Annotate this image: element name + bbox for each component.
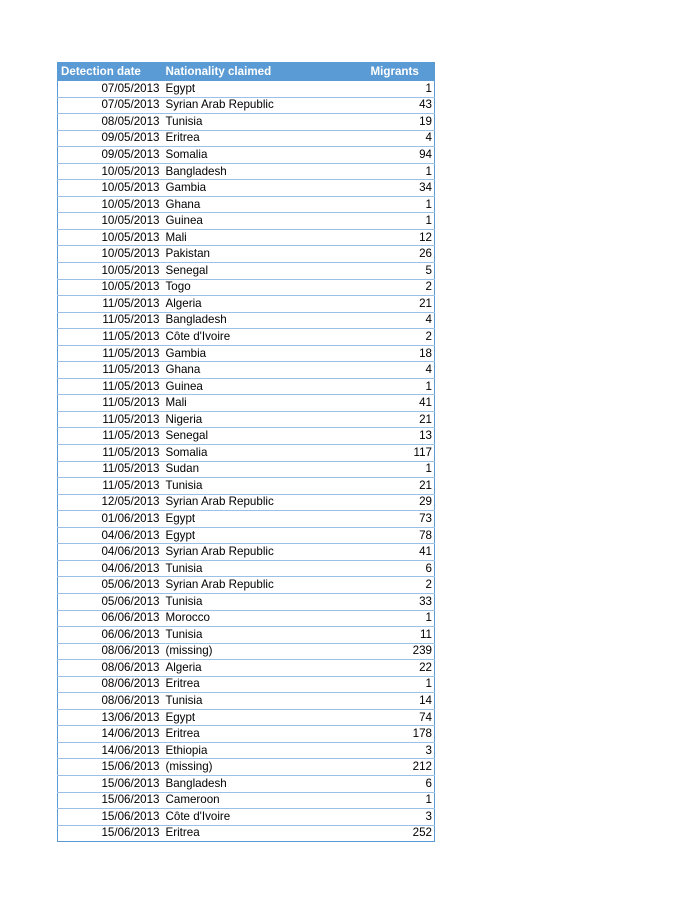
cell-migrants[interactable]: 13 xyxy=(363,428,435,445)
table-row xyxy=(58,560,435,577)
table-row xyxy=(58,660,435,677)
cell-detection-date[interactable]: 05/06/2013 xyxy=(58,577,163,594)
cell-nationality-claimed[interactable]: Egypt xyxy=(163,527,363,544)
cell-nationality-claimed[interactable]: Ghana xyxy=(163,196,363,213)
cell-detection-date[interactable]: 11/05/2013 xyxy=(58,411,163,428)
table-row xyxy=(58,213,435,230)
cell-detection-date[interactable]: 11/05/2013 xyxy=(58,445,163,462)
table-row xyxy=(58,97,435,114)
cell-nationality-claimed[interactable]: Egypt xyxy=(163,81,363,98)
cell-migrants[interactable]: 1 xyxy=(363,213,435,230)
cell-migrants[interactable]: 41 xyxy=(363,544,435,561)
cell-detection-date[interactable]: 04/06/2013 xyxy=(58,544,163,561)
table-row xyxy=(58,445,435,462)
table-row xyxy=(58,263,435,280)
cell-detection-date[interactable]: 10/05/2013 xyxy=(58,279,163,296)
cell-nationality-claimed[interactable]: Morocco xyxy=(163,610,363,627)
cell-nationality-claimed[interactable]: Tunisia xyxy=(163,478,363,495)
cell-migrants[interactable]: 22 xyxy=(363,660,435,677)
cell-nationality-claimed[interactable]: Eritrea xyxy=(163,130,363,147)
cell-detection-date[interactable]: 08/06/2013 xyxy=(58,660,163,677)
table-row xyxy=(58,180,435,197)
table-header xyxy=(58,63,435,81)
cell-migrants[interactable]: 18 xyxy=(363,345,435,362)
cell-detection-date[interactable]: 01/06/2013 xyxy=(58,511,163,528)
cell-detection-date[interactable]: 11/05/2013 xyxy=(58,378,163,395)
cell-nationality-claimed[interactable]: Senegal xyxy=(163,263,363,280)
cell-detection-date[interactable]: 11/05/2013 xyxy=(58,461,163,478)
cell-detection-date[interactable]: 08/06/2013 xyxy=(58,693,163,710)
cell-detection-date[interactable]: 10/05/2013 xyxy=(58,180,163,197)
cell-detection-date[interactable]: 06/06/2013 xyxy=(58,627,163,644)
cell-migrants[interactable]: 3 xyxy=(363,742,435,759)
table-row xyxy=(58,163,435,180)
cell-detection-date[interactable]: 11/05/2013 xyxy=(58,478,163,495)
cell-migrants[interactable]: 4 xyxy=(363,130,435,147)
cell-nationality-claimed[interactable]: Gambia xyxy=(163,180,363,197)
table-row xyxy=(58,494,435,511)
cell-detection-date[interactable]: 08/06/2013 xyxy=(58,676,163,693)
cell-detection-date[interactable]: 14/06/2013 xyxy=(58,742,163,759)
table-row xyxy=(58,362,435,379)
table-row xyxy=(58,643,435,660)
cell-detection-date[interactable]: 07/05/2013 xyxy=(58,81,163,98)
table-row xyxy=(58,329,435,346)
cell-nationality-claimed[interactable]: Tunisia xyxy=(163,114,363,131)
table-row xyxy=(58,693,435,710)
cell-migrants[interactable]: 1 xyxy=(363,81,435,98)
table-row xyxy=(58,246,435,263)
cell-detection-date[interactable]: 08/05/2013 xyxy=(58,114,163,131)
cell-detection-date[interactable]: 05/06/2013 xyxy=(58,593,163,610)
cell-detection-date[interactable]: 15/06/2013 xyxy=(58,759,163,776)
table-row xyxy=(58,792,435,809)
cell-detection-date[interactable]: 10/05/2013 xyxy=(58,163,163,180)
cell-nationality-claimed[interactable]: Ghana xyxy=(163,362,363,379)
cell-detection-date[interactable]: 08/06/2013 xyxy=(58,643,163,660)
table-row xyxy=(58,461,435,478)
table-row xyxy=(58,378,435,395)
table-row xyxy=(58,742,435,759)
cell-nationality-claimed[interactable]: Egypt xyxy=(163,511,363,528)
cell-migrants[interactable]: 94 xyxy=(363,147,435,164)
cell-nationality-claimed[interactable]: Somalia xyxy=(163,445,363,462)
cell-migrants[interactable]: 41 xyxy=(363,395,435,412)
cell-nationality-claimed[interactable]: Tunisia xyxy=(163,560,363,577)
cell-detection-date[interactable]: 10/05/2013 xyxy=(58,229,163,246)
cell-nationality-claimed[interactable]: Algeria xyxy=(163,660,363,677)
cell-migrants[interactable]: 1 xyxy=(363,676,435,693)
cell-nationality-claimed[interactable]: Bangladesh xyxy=(163,312,363,329)
cell-nationality-claimed[interactable]: Nigeria xyxy=(163,411,363,428)
table-body xyxy=(58,81,435,842)
table-row xyxy=(58,809,435,826)
cell-nationality-claimed[interactable]: Sudan xyxy=(163,461,363,478)
table-row xyxy=(58,627,435,644)
table-row xyxy=(58,395,435,412)
cell-nationality-claimed[interactable]: Bangladesh xyxy=(163,775,363,792)
cell-nationality-claimed[interactable]: Syrian Arab Republic xyxy=(163,494,363,511)
table-row xyxy=(58,610,435,627)
cell-detection-date[interactable]: 10/05/2013 xyxy=(58,263,163,280)
table-row xyxy=(58,709,435,726)
cell-nationality-claimed[interactable]: Togo xyxy=(163,279,363,296)
cell-migrants[interactable]: 6 xyxy=(363,775,435,792)
table-row xyxy=(58,229,435,246)
cell-migrants[interactable]: 212 xyxy=(363,759,435,776)
table-row xyxy=(58,527,435,544)
cell-detection-date[interactable]: 15/06/2013 xyxy=(58,825,163,842)
header-row xyxy=(58,63,435,81)
cell-migrants[interactable]: 26 xyxy=(363,246,435,263)
cell-migrants[interactable]: 2 xyxy=(363,329,435,346)
cell-nationality-claimed[interactable]: Tunisia xyxy=(163,627,363,644)
cell-migrants[interactable]: 4 xyxy=(363,362,435,379)
cell-migrants[interactable]: 1 xyxy=(363,610,435,627)
cell-nationality-claimed[interactable]: Eritrea xyxy=(163,825,363,842)
cell-detection-date[interactable]: 11/05/2013 xyxy=(58,345,163,362)
cell-nationality-claimed[interactable]: Somalia xyxy=(163,147,363,164)
cell-nationality-claimed[interactable]: Cameroon xyxy=(163,792,363,809)
cell-migrants[interactable]: 78 xyxy=(363,527,435,544)
cell-migrants[interactable]: 43 xyxy=(363,97,435,114)
cell-nationality-claimed[interactable]: (missing) xyxy=(163,643,363,660)
cell-detection-date[interactable]: 09/05/2013 xyxy=(58,147,163,164)
cell-nationality-claimed[interactable]: Ethiopia xyxy=(163,742,363,759)
table-row xyxy=(58,312,435,329)
cell-migrants[interactable]: 74 xyxy=(363,709,435,726)
cell-detection-date[interactable]: 04/06/2013 xyxy=(58,527,163,544)
cell-detection-date[interactable]: 15/06/2013 xyxy=(58,775,163,792)
table-row xyxy=(58,511,435,528)
cell-detection-date[interactable]: 10/05/2013 xyxy=(58,246,163,263)
table-row xyxy=(58,147,435,164)
table-row xyxy=(58,196,435,213)
spreadsheet-sheet xyxy=(57,62,434,842)
cell-nationality-claimed[interactable]: Guinea xyxy=(163,213,363,230)
table-row xyxy=(58,478,435,495)
migrants-table xyxy=(57,62,435,842)
cell-nationality-claimed[interactable]: Côte d'Ivoire xyxy=(163,329,363,346)
cell-migrants[interactable]: 34 xyxy=(363,180,435,197)
cell-nationality-claimed[interactable]: Tunisia xyxy=(163,693,363,710)
cell-migrants[interactable]: 252 xyxy=(363,825,435,842)
table-row xyxy=(58,544,435,561)
cell-nationality-claimed[interactable]: Pakistan xyxy=(163,246,363,263)
cell-nationality-claimed[interactable]: Guinea xyxy=(163,378,363,395)
cell-detection-date[interactable]: 10/05/2013 xyxy=(58,213,163,230)
cell-nationality-claimed[interactable]: Senegal xyxy=(163,428,363,445)
cell-migrants[interactable]: 11 xyxy=(363,627,435,644)
cell-migrants[interactable]: 1 xyxy=(363,378,435,395)
cell-detection-date[interactable]: 11/05/2013 xyxy=(58,296,163,313)
cell-migrants[interactable]: 21 xyxy=(363,411,435,428)
cell-detection-date[interactable]: 11/05/2013 xyxy=(58,428,163,445)
cell-nationality-claimed[interactable]: Mali xyxy=(163,395,363,412)
cell-migrants[interactable]: 12 xyxy=(363,229,435,246)
cell-nationality-claimed[interactable]: Eritrea xyxy=(163,726,363,743)
table-row xyxy=(58,593,435,610)
cell-detection-date[interactable]: 07/05/2013 xyxy=(58,97,163,114)
cell-nationality-claimed[interactable]: Syrian Arab Republic xyxy=(163,544,363,561)
header-nationality-claimed[interactable]: Nationality claimed xyxy=(163,63,363,81)
cell-migrants[interactable]: 6 xyxy=(363,560,435,577)
cell-migrants[interactable]: 178 xyxy=(363,726,435,743)
cell-migrants[interactable]: 1 xyxy=(363,196,435,213)
cell-detection-date[interactable]: 12/05/2013 xyxy=(58,494,163,511)
table-row xyxy=(58,825,435,842)
cell-migrants[interactable]: 1 xyxy=(363,461,435,478)
cell-migrants[interactable]: 14 xyxy=(363,693,435,710)
cell-migrants[interactable]: 29 xyxy=(363,494,435,511)
cell-detection-date[interactable]: 11/05/2013 xyxy=(58,312,163,329)
cell-nationality-claimed[interactable]: Syrian Arab Republic xyxy=(163,577,363,594)
cell-migrants[interactable]: 5 xyxy=(363,263,435,280)
header-migrants[interactable]: Migrants xyxy=(363,63,435,81)
table-row xyxy=(58,775,435,792)
cell-nationality-claimed[interactable]: Mali xyxy=(163,229,363,246)
cell-detection-date[interactable]: 10/05/2013 xyxy=(58,196,163,213)
table-row xyxy=(58,81,435,98)
cell-nationality-claimed[interactable]: Egypt xyxy=(163,709,363,726)
table-row xyxy=(58,676,435,693)
table-row xyxy=(58,345,435,362)
cell-nationality-claimed[interactable]: (missing) xyxy=(163,759,363,776)
table-row xyxy=(58,411,435,428)
cell-detection-date[interactable]: 06/06/2013 xyxy=(58,610,163,627)
cell-migrants[interactable]: 3 xyxy=(363,809,435,826)
cell-migrants[interactable]: 117 xyxy=(363,445,435,462)
cell-migrants[interactable]: 33 xyxy=(363,593,435,610)
cell-migrants[interactable]: 1 xyxy=(363,792,435,809)
cell-nationality-claimed[interactable]: Tunisia xyxy=(163,593,363,610)
cell-detection-date[interactable]: 11/05/2013 xyxy=(58,395,163,412)
table-row xyxy=(58,130,435,147)
cell-detection-date[interactable]: 14/06/2013 xyxy=(58,726,163,743)
cell-migrants[interactable]: 4 xyxy=(363,312,435,329)
cell-migrants[interactable]: 21 xyxy=(363,296,435,313)
table-row xyxy=(58,759,435,776)
cell-migrants[interactable]: 2 xyxy=(363,279,435,296)
header-detection-date[interactable]: Detection date xyxy=(58,63,163,81)
cell-nationality-claimed[interactable]: Bangladesh xyxy=(163,163,363,180)
cell-nationality-claimed[interactable]: Eritrea xyxy=(163,676,363,693)
cell-detection-date[interactable]: 11/05/2013 xyxy=(58,362,163,379)
cell-detection-date[interactable]: 11/05/2013 xyxy=(58,329,163,346)
cell-detection-date[interactable]: 09/05/2013 xyxy=(58,130,163,147)
table-row xyxy=(58,279,435,296)
table-row xyxy=(58,726,435,743)
cell-nationality-claimed[interactable]: Algeria xyxy=(163,296,363,313)
cell-migrants[interactable]: 239 xyxy=(363,643,435,660)
cell-migrants[interactable]: 21 xyxy=(363,478,435,495)
table-row xyxy=(58,428,435,445)
cell-nationality-claimed[interactable]: Côte d'Ivoire xyxy=(163,809,363,826)
cell-migrants[interactable]: 19 xyxy=(363,114,435,131)
table-row xyxy=(58,577,435,594)
cell-migrants[interactable]: 73 xyxy=(363,511,435,528)
table-row xyxy=(58,296,435,313)
cell-nationality-claimed[interactable]: Syrian Arab Republic xyxy=(163,97,363,114)
cell-migrants[interactable]: 1 xyxy=(363,163,435,180)
cell-detection-date[interactable]: 13/06/2013 xyxy=(58,709,163,726)
cell-migrants[interactable]: 2 xyxy=(363,577,435,594)
table-row xyxy=(58,114,435,131)
cell-nationality-claimed[interactable]: Gambia xyxy=(163,345,363,362)
cell-detection-date[interactable]: 04/06/2013 xyxy=(58,560,163,577)
cell-detection-date[interactable]: 15/06/2013 xyxy=(58,792,163,809)
cell-detection-date[interactable]: 15/06/2013 xyxy=(58,809,163,826)
